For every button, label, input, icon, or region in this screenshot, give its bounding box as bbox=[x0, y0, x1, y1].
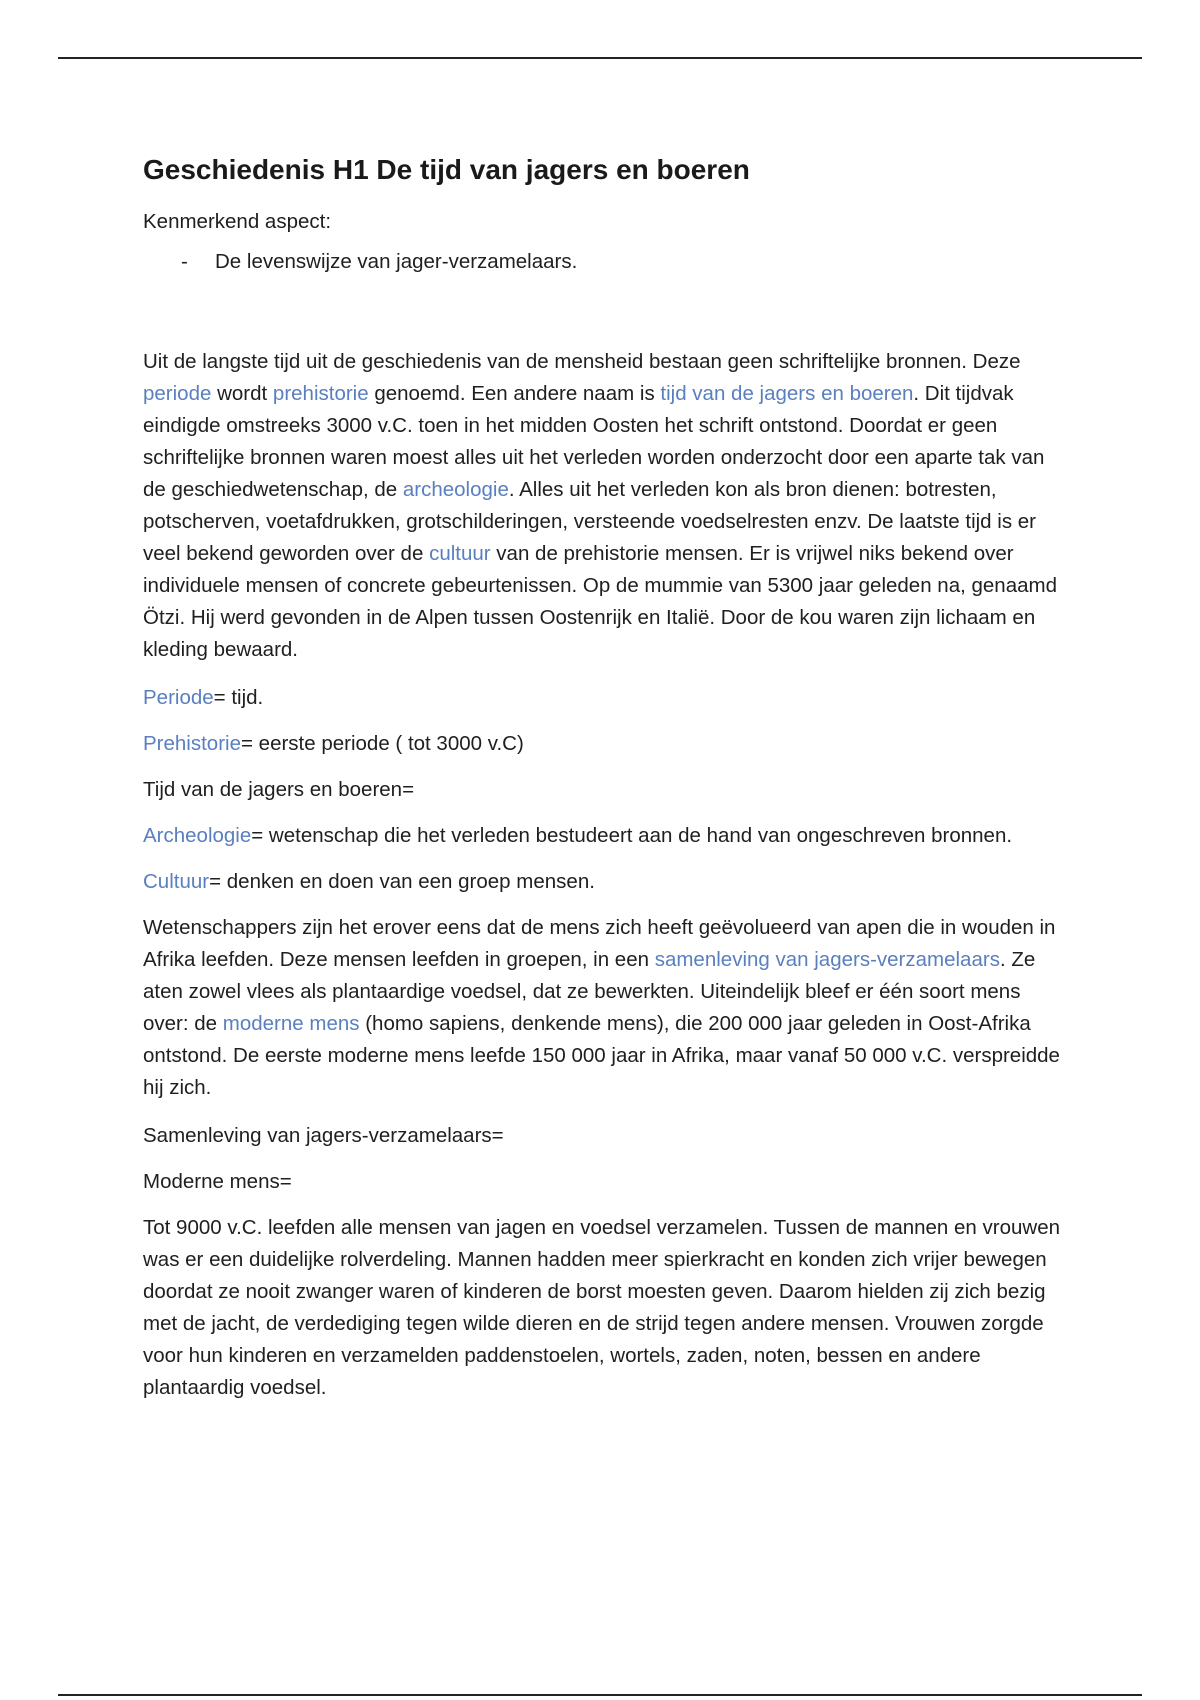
definition-prehistorie bbox=[143, 728, 1063, 760]
text-run: Uit de langste tijd uit de geschiedenis van de mensheid bestaan geen schriftelijke bronnen. Deze bbox=[143, 350, 1021, 373]
bullet-dash: - bbox=[181, 250, 188, 273]
definition-term: Prehistorie bbox=[143, 732, 241, 755]
bullet-list-item bbox=[143, 246, 1063, 278]
definition-text: = eerste periode ( tot 3000 v.C) bbox=[241, 732, 524, 755]
definition-term: Archeologie bbox=[143, 824, 252, 847]
text-run: van de prehistorie mensen. Er is vrijwel niks bekend over individuele mensen of concrete gebeurtenissen. Op de mummie van 5300 jaar geleden na, genaamd Ötzi. Hij werd gevonden in de Alpen tussen Oostenrijk en Italië. Door de kou waren zijn lichaam en kleding bewaard. bbox=[143, 542, 1057, 661]
definition-term: Cultuur bbox=[143, 870, 210, 893]
spacer bbox=[143, 278, 1063, 334]
paragraph-rolverdeling: Tot 9000 v.C. leefden alle mensen van jagen en voedsel verzamelen. Tussen de mannen en vrouwen was er een duidelijke rolverdeling. Mannen hadden meer spierkracht en konden zich vrijer bewegen doordat ze nooit zwanger waren of kinderen de borst moesten geven. Daarom hielden zij zich bezig met de jacht, de verdediging tegen wilde dieren en de strijd tegen andere mensen. Vrouwen zorgde voor hun kinderen en verzamelden paddenstoelen, wortels, zaden, noten, bessen en andere plantaardig voedsel. bbox=[143, 1216, 1061, 1399]
definition-moderne-mens bbox=[143, 1166, 1063, 1198]
text-run: (homo sapiens, denkende mens), die 200 000 jaar geleden in Oost-Afrika ontstond. De eerste moderne mens leefde 150 000 jaar in Afrika, maar vanaf 50 000 v.C. verspreidde hij zich. bbox=[143, 1012, 1060, 1099]
text-run: . Ze aten zowel vlees als plantaardige voedsel, dat ze bewerkten. Uiteindelijk bleef er één soort mens over: de bbox=[143, 948, 1036, 1035]
definition-text: Moderne mens= bbox=[143, 1170, 292, 1193]
text-run: wordt bbox=[211, 382, 273, 405]
keyword-moderne-mens: moderne mens bbox=[222, 1012, 360, 1035]
definition-periode bbox=[143, 682, 1063, 714]
keyword-prehistorie: prehistorie bbox=[272, 382, 369, 405]
top-rule bbox=[58, 57, 1142, 59]
definition-cultuur bbox=[143, 866, 1063, 898]
bullet-text: De levenswijze van jager-verzamelaars. bbox=[215, 250, 578, 273]
document-title: Geschiedenis H1 De tijd van jagers en boeren bbox=[143, 154, 750, 185]
definition-text: = wetenschap die het verleden bestudeert aan de hand van ongeschreven bronnen. bbox=[251, 824, 1013, 847]
bottom-rule bbox=[58, 1694, 1142, 1696]
paragraph-evolutie bbox=[143, 912, 1063, 1104]
definition-text: = denken en doen van een groep mensen. bbox=[209, 870, 595, 893]
definition-text: Samenleving van jagers-verzamelaars= bbox=[143, 1124, 504, 1147]
paragraph-prehistorie bbox=[143, 346, 1063, 666]
definition-text: Tijd van de jagers en boeren= bbox=[143, 778, 415, 801]
definition-tijd-van-de-jagers bbox=[143, 774, 1063, 806]
definition-samenleving bbox=[143, 1120, 1063, 1152]
text-run: Wetenschappers zijn het erover eens dat de mens zich heeft geëvolueerd van apen die in wouden in Afrika leefden. Deze mensen leefden in groepen, in een bbox=[143, 916, 1056, 971]
definition-text: = tijd. bbox=[213, 686, 264, 709]
keyword-tijd-van-de-jagers-en-boeren: tijd van de jagers en boeren bbox=[660, 382, 914, 405]
kenmerkend-label: Kenmerkend aspect: bbox=[143, 210, 332, 233]
text-run: genoemd. Een andere naam is bbox=[368, 382, 661, 405]
definition-archeologie bbox=[143, 820, 1063, 852]
text-run: . Dit tijdvak eindigde omstreeks 3000 v.C. toen in het midden Oosten het schrift ontstond. Doordat er geen schriftelijke bronnen waren moest alles uit het verleden worden onderzocht door een aparte tak van de geschiedwetenschap, de bbox=[143, 382, 1045, 501]
keyword-cultuur: cultuur bbox=[429, 542, 491, 565]
definition-term: Periode bbox=[143, 686, 214, 709]
document-body bbox=[143, 138, 1063, 1420]
keyword-periode: periode bbox=[143, 382, 212, 405]
text-run: . Alles uit het verleden kon als bron dienen: botresten, potscherven, voetafdrukken, grotschilderingen, versteende voedselresten enzv. De laatste tijd is er veel bekend geworden over de bbox=[143, 478, 1037, 565]
keyword-archeologie: archeologie bbox=[402, 478, 509, 501]
keyword-samenleving-van-jagers-verzamelaars: samenleving van jagers-verzamelaars bbox=[654, 948, 1000, 971]
